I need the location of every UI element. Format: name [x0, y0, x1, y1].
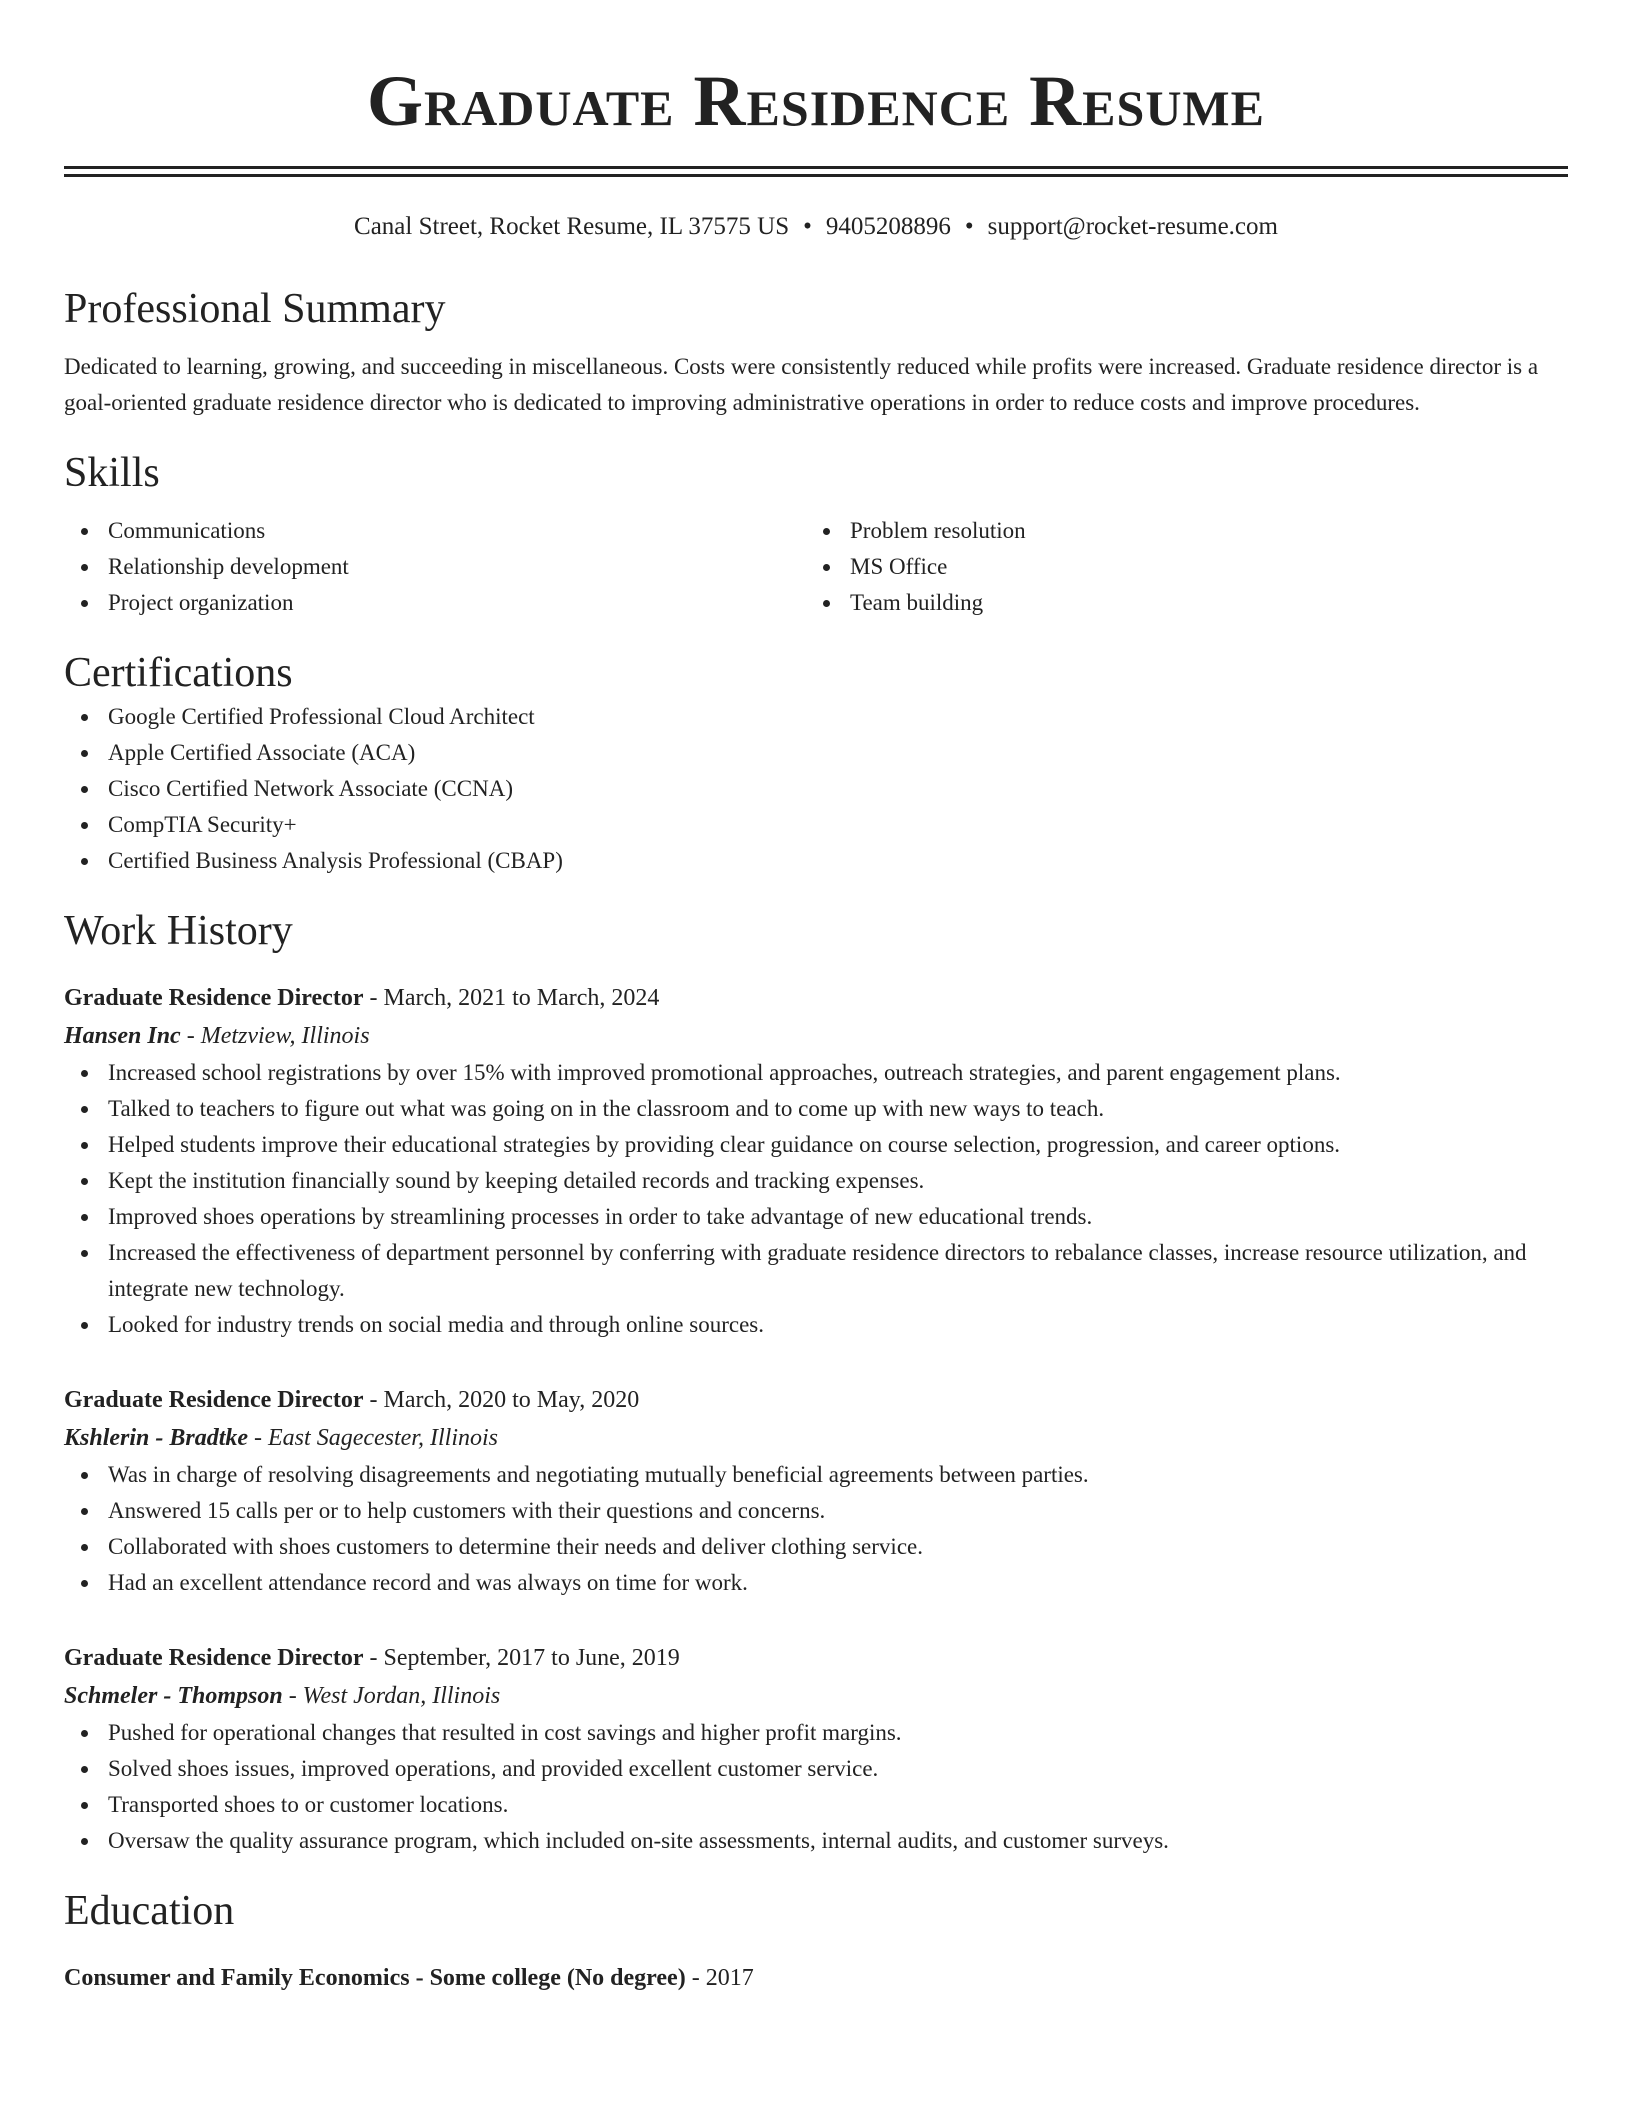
- job-duty: Oversaw the quality assurance program, which included on-site assessments, internal audits, and customer surveys.: [64, 1823, 1568, 1859]
- title-divider-thick: [64, 166, 1568, 169]
- job-duty: Was in charge of resolving disagreements and negotiating mutually beneficial agreements between parties.: [64, 1457, 1568, 1493]
- certification-item: CompTIA Security+: [64, 807, 1568, 843]
- company-location: - Metzview, Illinois: [180, 1023, 370, 1049]
- education-degree: Consumer and Family Economics - Some college (No degree): [64, 1965, 686, 1991]
- job-title-line: [64, 1639, 1568, 1677]
- title-divider-thin: [64, 174, 1568, 177]
- company-line: [64, 1017, 1568, 1055]
- education-year: - 2017: [685, 1965, 754, 1991]
- contact-separator: •: [803, 213, 812, 240]
- skills-list: [806, 513, 1548, 621]
- certifications-section: [64, 647, 1568, 879]
- skills-column-left: [64, 513, 806, 621]
- certification-item: Apple Certified Associate (ACA): [64, 735, 1568, 771]
- company-location: - East Sagecester, Illinois: [248, 1425, 498, 1451]
- job-duties-list: [64, 1457, 1568, 1601]
- skills-column-right: [806, 513, 1548, 621]
- job-duty: Transported shoes to or customer locations.: [64, 1787, 1568, 1823]
- company-location: - West Jordan, Illinois: [282, 1683, 501, 1709]
- skill-item: MS Office: [806, 549, 1548, 585]
- company-line: [64, 1677, 1568, 1715]
- job-dates: - March, 2021 to March, 2024: [363, 985, 660, 1011]
- section-heading: Certifications: [64, 650, 293, 696]
- company-name: Kshlerin - Bradtke: [64, 1425, 249, 1451]
- job-duty: Kept the institution financially sound by keeping detailed records and tracking expenses.: [64, 1163, 1568, 1199]
- job-duty: Helped students improve their educational strategies by providing clear guidance on course selection, progression, and career options.: [64, 1127, 1568, 1163]
- job-title: Graduate Residence Director: [64, 1387, 364, 1413]
- job-duty: Looked for industry trends on social media and through online sources.: [64, 1307, 1568, 1343]
- job-duty: Increased school registrations by over 15% with improved promotional approaches, outreach strategies, and parent engagement plans.: [64, 1055, 1568, 1091]
- professional-summary-section: [64, 283, 1568, 421]
- job-title-line: [64, 1381, 1568, 1419]
- skill-item: Communications: [64, 513, 806, 549]
- job-duty: Collaborated with shoes customers to determine their needs and deliver clothing service.: [64, 1529, 1568, 1565]
- company-name: Hansen Inc: [64, 1023, 181, 1049]
- section-heading: Professional Summary: [64, 286, 446, 332]
- job-duty: Answered 15 calls per or to help customers with their questions and concerns.: [64, 1493, 1568, 1529]
- skill-item: Problem resolution: [806, 513, 1548, 549]
- education-section: [64, 1885, 1568, 1997]
- job-entry: [64, 1381, 1568, 1601]
- skills-columns: [64, 513, 1568, 621]
- resume-title: Graduate Residence Resume: [367, 61, 1265, 141]
- work-history-section: [64, 905, 1568, 1859]
- certification-item: Google Certified Professional Cloud Architect: [64, 699, 1568, 735]
- job-title-line: [64, 979, 1568, 1017]
- summary-text: Dedicated to learning, growing, and succeeding in miscellaneous. Costs were consistently reduced while profits were increased. Graduate residence director is a goal-oriented graduate residence director who is dedicated to improving administrative operations in order to reduce costs and improve procedures.: [64, 354, 1539, 415]
- skill-item: Project organization: [64, 585, 806, 621]
- section-heading: Work History: [64, 908, 293, 954]
- certification-item: Cisco Certified Network Associate (CCNA): [64, 771, 1568, 807]
- job-duty: Improved shoes operations by streamlining processes in order to take advantage of new educational trends.: [64, 1199, 1568, 1235]
- contact-line: [64, 211, 1568, 243]
- contact-email: support@rocket-resume.com: [987, 213, 1278, 240]
- job-duty: Had an excellent attendance record and was always on time for work.: [64, 1565, 1568, 1601]
- certification-item: Certified Business Analysis Professional (CBAP): [64, 843, 1568, 879]
- job-entry: [64, 1639, 1568, 1859]
- contact-separator: •: [964, 213, 974, 240]
- job-duties-list: [64, 1055, 1568, 1343]
- company-line: [64, 1419, 1568, 1457]
- certifications-list: [64, 699, 1568, 879]
- skill-item: Relationship development: [64, 549, 806, 585]
- job-duty: Pushed for operational changes that resulted in cost savings and higher profit margins.: [64, 1715, 1568, 1751]
- contact-phone: 9405208896: [825, 213, 951, 240]
- contact-address: Canal Street, Rocket Resume, IL 37575 US: [354, 213, 790, 240]
- job-dates: - September, 2017 to June, 2019: [363, 1645, 680, 1671]
- section-heading: Education: [64, 1888, 235, 1934]
- job-entry: [64, 979, 1568, 1343]
- job-title: Graduate Residence Director: [64, 1645, 364, 1671]
- job-title: Graduate Residence Director: [64, 985, 364, 1011]
- job-duties-list: [64, 1715, 1568, 1859]
- resume-page: [64, 0, 1568, 1997]
- job-duty: Solved shoes issues, improved operations, and provided excellent customer service.: [64, 1751, 1568, 1787]
- skills-section: [64, 447, 1568, 621]
- job-dates: - March, 2020 to May, 2020: [363, 1387, 640, 1413]
- job-duty: Talked to teachers to figure out what was going on in the classroom and to come up with new ways to teach.: [64, 1091, 1568, 1127]
- section-heading: Skills: [64, 450, 160, 496]
- skills-list: [64, 513, 806, 621]
- education-entry: [64, 1959, 1568, 1997]
- job-duty: Increased the effectiveness of department personnel by conferring with graduate residence directors to rebalance classes, increase resource utilization, and integrate new technology.: [64, 1235, 1568, 1307]
- skill-item: Team building: [806, 585, 1548, 621]
- company-name: Schmeler - Thompson: [64, 1683, 283, 1709]
